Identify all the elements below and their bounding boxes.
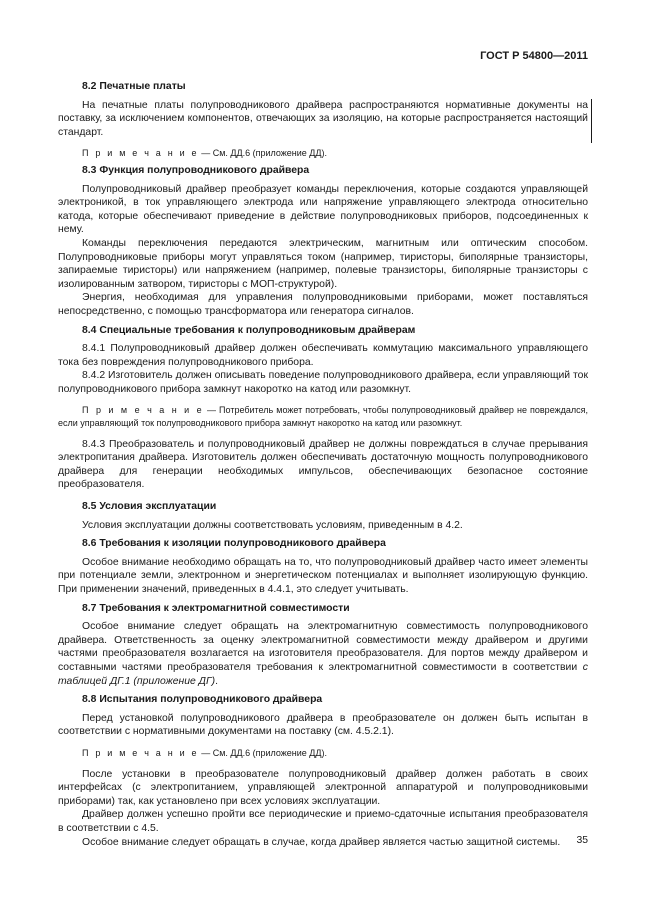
section-8-2-title: 8.2 Печатные платы: [82, 81, 186, 92]
note-label: П р и м е ч а н и е: [82, 405, 204, 416]
document-header: ГОСТ Р 54800—2011: [480, 50, 588, 62]
section-8-3-paragraph-2: Команды переключения передаются электрическим, магнитным или оптическим способом. Полупроводниковые приборы могут управляться током (например, тиристоры, биполярные транзисторы, запираемые тиристоры) или напряжением (например, полевые транзисторы, биполярные транзисторы с изолированным затвором, тиристоры с МОП-структурой).: [58, 237, 588, 290]
section-8-2-note: [58, 147, 588, 160]
section-8-7-text: Особое внимание следует обращать на электромагнитную совместимость полупроводникового драйвера. Ответственность за оценку электромагнитной совместимости между драйвером и другими частями преобразователя возлагается на изготовителя преобразователя. Для портов между драйвером и составными частями преобразователя требования к электромагнитной совместимости в соответствии: [58, 621, 588, 673]
page-content: [58, 80, 588, 849]
note-text: — См. ДД.6 (приложение ДД).: [198, 148, 327, 159]
section-8-3-paragraph-3: Энергия, необходимая для управления полупроводниковыми приборами, может поставляться непосредственно, с помощью трансформатора или генератора сигналов.: [58, 292, 588, 317]
section-8-4-note: [58, 404, 588, 429]
note-text: — См. ДД.6 (приложение ДД).: [198, 747, 327, 758]
section-8-8-paragraph-2: После установки в преобразователе полупроводниковый драйвер должен работать в своих интерфейсах (с электропитанием, управляющей электронной аппаратурой и полупроводниковыми приборами) так, как установлено при всех условиях эксплуатации.: [58, 768, 588, 807]
note-label: П р и м е ч а н и е: [82, 148, 199, 159]
section-8-8-paragraph-3: Драйвер должен успешно пройти все периодические и приемо-сдаточные испытания преобразователя в соответствии с 4.5.: [58, 809, 588, 834]
change-bar: [591, 99, 592, 143]
note-text: — Потребитель может потребовать, чтобы полупроводниковый драйвер не повреждался, если управляющий ток полупроводникового прибора замкнут накоротко на катод или разомкнут.: [58, 405, 588, 429]
page-number: 35: [576, 835, 588, 846]
table-reference: с таблицей ДГ.1 (приложение ДГ): [58, 661, 588, 687]
section-8-3-title: 8.3 Функция полупроводникового драйвера: [82, 164, 310, 176]
section-8-8-title: 8.8 Испытания полупроводникового драйвера: [82, 694, 323, 706]
section-8-4-3: 8.4.3 Преобразователь и полупроводниковый драйвер не должны повреждаться в случае прерывания электропитания драйвера. Изготовитель должен обеспечивать достаточную мощность полупроводникового драйвера для генерации необходимых импульсов, обеспечивающих безопасное состояние преобразователя.: [58, 438, 588, 491]
section-8-8-paragraph-4: Особое внимание следует обращать в случае, когда драйвер является частью защитной системы.: [82, 836, 561, 848]
section-8-6-title: 8.6 Требования к изоляции полупроводникового драйвера: [82, 538, 386, 550]
section-8-8-paragraph-1: Перед установкой полупроводникового драйвера в преобразователе он должен быть испытан в соответствии с нормативными документами на поставку (см. 4.5.2.1).: [58, 712, 588, 738]
section-8-7-end: .: [215, 675, 218, 687]
section-8-5-paragraph: Условия эксплуатации должны соответствовать условиям, приведенным в 4.2.: [82, 519, 463, 531]
section-8-3-paragraph-1: Полупроводниковый драйвер преобразует команды переключения, которые создаются управляющей электроникой, в ток управляющего электрода или напряжение управляющего электрода относительно катода, которые обеспечивают приведение в действие полупроводниковых приборов, подсоединенных к нему.: [58, 183, 588, 236]
section-8-4-2: 8.4.2 Изготовитель должен описывать поведение полупроводникового драйвера, если управляющий ток полупроводникового прибора замкнут накоротко на катод или разомкнут.: [58, 370, 588, 395]
section-8-4-1: 8.4.1 Полупроводниковый драйвер должен обеспечивать коммутацию максимального управляющего тока без повреждения полупроводникового прибора.: [58, 343, 588, 368]
section-8-2-paragraph: На печатные платы полупроводникового драйвера распространяются нормативные документы на поставку, за исключением компонентов, отвечающих за изоляцию, на которые распространяется настоящий стандарт.: [58, 99, 588, 138]
section-8-7-title: 8.7 Требования к электромагнитной совместимости: [82, 602, 350, 614]
section-8-4-title: 8.4 Специальные требования к полупроводниковым драйверам: [82, 324, 416, 336]
section-8-6-paragraph: Особое внимание необходимо обращать на то, что полупроводниковый драйвер часто имеет элементы при потенциале земли, электронном и энергетическом потенциалах и выполняет изолирующую функцию. При применении значений, приведенных в 4.4.1, это следует учитывать.: [58, 556, 588, 595]
section-8-7-paragraph: [58, 620, 588, 688]
section-8-5-title: 8.5 Условия эксплуатации: [82, 501, 217, 513]
section-8-8-note: [58, 747, 588, 760]
note-label: П р и м е ч а н и е: [82, 747, 199, 758]
